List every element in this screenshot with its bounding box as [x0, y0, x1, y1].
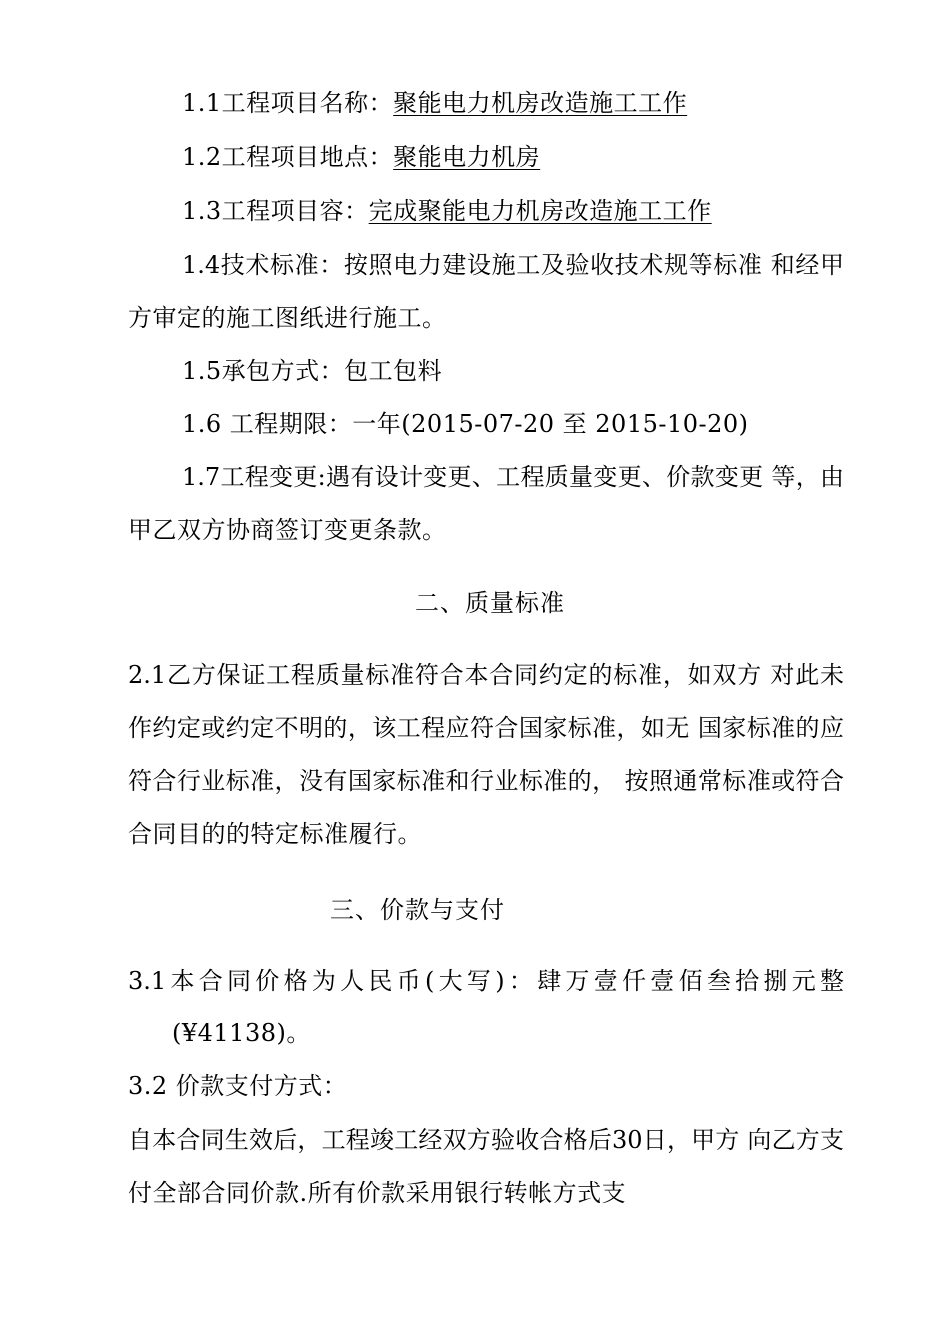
item-3-1-line2: (¥41138)。	[172, 1019, 311, 1047]
item-1-3	[182, 196, 712, 226]
item-1-2-value: 聚能电力机房	[393, 143, 541, 171]
item-1-5: 1.5承包方式：包工包料	[182, 357, 443, 385]
item-2-1-line4: 合同目的的特定标准履行。	[128, 820, 422, 848]
payment-line2: 付全部合同价款.所有价款采用银行转帐方式支	[128, 1179, 627, 1207]
item-1-2	[182, 142, 540, 172]
payment-line1: 自本合同生效后，工程竣工经双方验收合格后30日，甲方 向乙方支	[128, 1126, 844, 1154]
item-1-4-line2: 方审定的施工图纸进行施工。	[128, 304, 447, 332]
section-3-heading: 三、价款与支付	[330, 896, 505, 924]
item-1-2-label: 1.2工程项目地点：	[182, 143, 394, 171]
item-2-1-line1: 2.1乙方保证工程质量标准符合本合同约定的标准，如双方 对此未	[128, 661, 844, 689]
item-2-1-line3: 符合行业标准，没有国家标准和行业标准的， 按照通常标准或符合	[128, 767, 844, 795]
item-3-2: 3.2 价款支付方式：	[128, 1072, 348, 1100]
item-1-1-label: 1.1工程项目名称：	[182, 89, 394, 117]
item-1-7-line1: 1.7工程变更:遇有设计变更、工程质量变更、价款变更 等，由	[182, 463, 844, 491]
section-2-heading: 二、质量标准	[415, 589, 565, 617]
item-1-7-line2: 甲乙双方协商签订变更条款。	[128, 516, 447, 544]
item-1-4-line1: 1.4技术标准：按照电力建设施工及验收技术规等标准 和经甲	[182, 251, 844, 279]
item-1-3-label: 1.3工程项目容：	[182, 197, 369, 225]
item-1-1-value: 聚能电力机房改造施工工作	[393, 89, 688, 117]
item-1-1	[182, 88, 687, 118]
item-3-1-line1: 3.1本合同价格为人民币(大写)：肆万壹仟壹佰叁拾捌元整	[128, 967, 844, 995]
item-1-6: 1.6 工程期限：一年(2015-07-20 至 2015-10-20)	[182, 410, 749, 438]
item-1-3-value: 完成聚能电力机房改造施工工作	[368, 197, 712, 225]
item-2-1-line2: 作约定或约定不明的，该工程应符合国家标准，如无 国家标准的应	[128, 714, 844, 742]
